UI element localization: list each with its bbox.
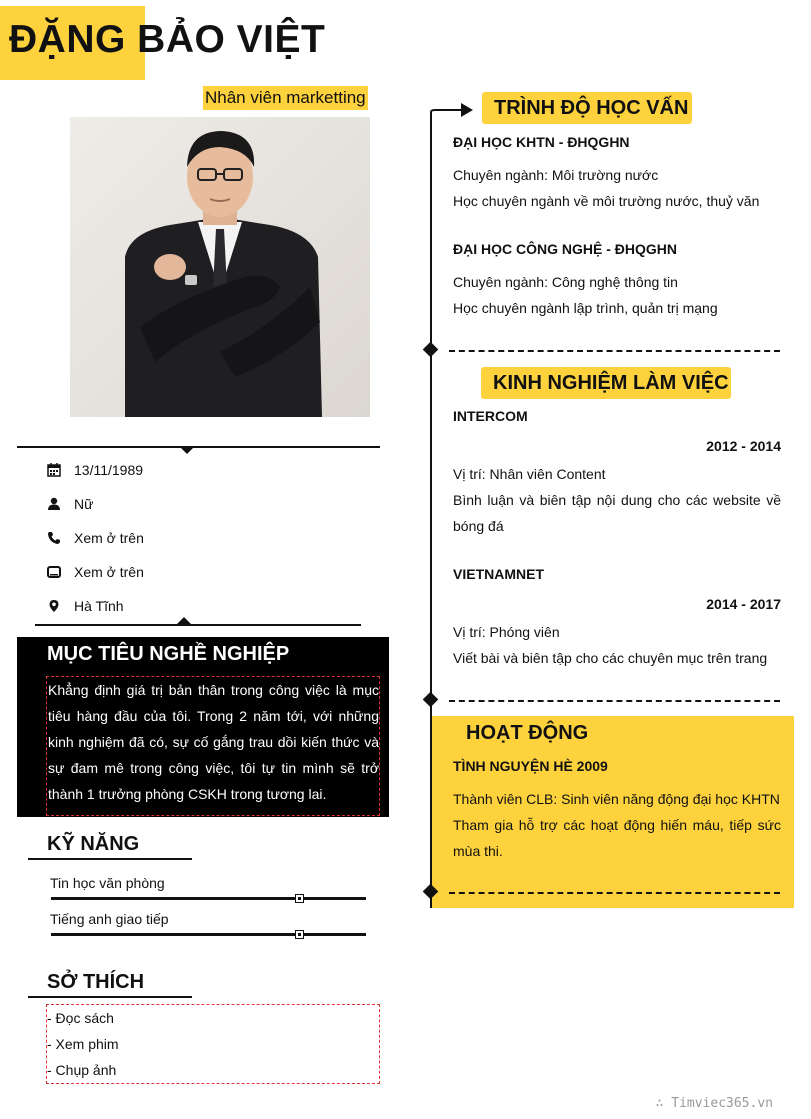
section-divider: [449, 700, 780, 702]
work-period: 2014 - 2017: [706, 596, 781, 612]
divider-arrow-up: [176, 617, 192, 625]
divider-top: [17, 446, 380, 448]
timeline-line: [430, 118, 432, 908]
work-period: 2012 - 2014: [706, 438, 781, 454]
info-gender: [46, 492, 93, 516]
info-phone: [46, 526, 144, 550]
skill-label: Tiếng anh giao tiếp: [50, 911, 169, 927]
company-name: VIETNAMNET: [453, 566, 544, 582]
education-title: TRÌNH ĐỘ HỌC VẤN: [494, 97, 689, 119]
experience-title: KINH NGHIỆM LÀM VIỆC: [493, 372, 729, 394]
calendar-icon: [46, 462, 62, 478]
location-value: Hà Tĩnh: [74, 598, 124, 614]
gender-value: Nữ: [74, 496, 94, 512]
skills-title: KỸ NĂNG: [47, 833, 140, 855]
section-divider: [449, 892, 780, 894]
school-name: ĐẠI HỌC KHTN - ĐHQGHN: [453, 134, 630, 150]
objective-title: MỤC TIÊU NGHỀ NGHIỆP: [47, 643, 290, 665]
activity-line: Thành viên CLB: Sinh viên năng động đại học KHTN: [453, 791, 780, 807]
hobbies-list: [46, 1004, 380, 1084]
skill-level-handle: [295, 894, 304, 903]
divider-bottom: [35, 624, 361, 626]
profile-photo: [70, 117, 370, 417]
school-description: Học chuyên ngành lập trình, quản trị mạng: [453, 300, 718, 316]
activity-name: TÌNH NGUYỆN HÈ 2009: [453, 758, 608, 774]
job-title: Nhân viên marketting: [203, 86, 368, 110]
info-location: [46, 594, 124, 618]
location-icon: [46, 598, 62, 614]
hobbies-underline: [28, 996, 192, 998]
skill-level-handle: [295, 930, 304, 939]
birthdate-value: 13/11/1989: [74, 462, 144, 478]
candidate-name: ĐẶNG BẢO VIỆT: [9, 18, 326, 61]
work-role: Vị trí: Phóng viên: [453, 624, 560, 640]
work-description: Bình luận và biên tập nội dung cho các website về bóng đá: [453, 492, 781, 534]
phone-value: Xem ở trên: [74, 530, 144, 546]
timeline-marker: [423, 692, 439, 708]
skill-label: Tin học văn phòng: [50, 875, 165, 891]
phone-icon: [46, 530, 62, 546]
timeline-marker: [423, 342, 439, 358]
info-email: [46, 560, 144, 584]
timeline-arrow: [429, 100, 473, 120]
info-birthdate: [46, 458, 143, 482]
school-description: Học chuyên ngành về môi trường nước, thuỷ văn: [453, 193, 760, 209]
skill-bar: [51, 897, 366, 900]
work-description: Viết bài và biên tập cho các chuyên mục trên trang: [453, 650, 768, 666]
work-role: Vị trí: Nhân viên Content: [453, 466, 606, 482]
email-icon: [46, 564, 62, 580]
email-value: Xem ở trên: [74, 564, 144, 580]
activity-line: Tham gia hỗ trợ các hoạt động hiến máu, tiếp sức mùa thi.: [453, 817, 781, 859]
hobby-item: - Xem phim: [47, 1036, 119, 1052]
portrait-illustration: [70, 117, 370, 417]
skills-underline: [28, 858, 192, 860]
section-divider: [449, 350, 780, 352]
school-name: ĐẠI HỌC CÔNG NGHỆ - ĐHQGHN: [453, 241, 677, 257]
school-major: Chuyên ngành: Công nghệ thông tin: [453, 274, 678, 290]
footer-brand: ∴ Timviec365.vn: [655, 1096, 773, 1111]
divider-arrow-down: [179, 446, 195, 455]
company-name: INTERCOM: [453, 408, 528, 424]
hobby-item: - Đọc sách: [47, 1010, 114, 1026]
hobby-item: - Chụp ảnh: [47, 1062, 117, 1078]
school-major: Chuyên ngành: Môi trường nước: [453, 167, 659, 183]
skill-bar: [51, 933, 366, 936]
hobbies-title: SỞ THÍCH: [47, 971, 145, 993]
objective-text: Khẳng định giá trị bản thân trong công việc là mục tiêu hàng đầu của tôi. Trong 2 năm tới, với những kinh nghiệm đã có, sự cố gắng trau dồi kiến thức và sự đam mê trong công việc, tôi tự tin mình sẽ trở thành 1 trưởng phòng CSKH trong tương lai.: [46, 676, 380, 816]
person-icon: [46, 496, 62, 512]
activities-title: HOẠT ĐỘNG: [466, 722, 589, 744]
